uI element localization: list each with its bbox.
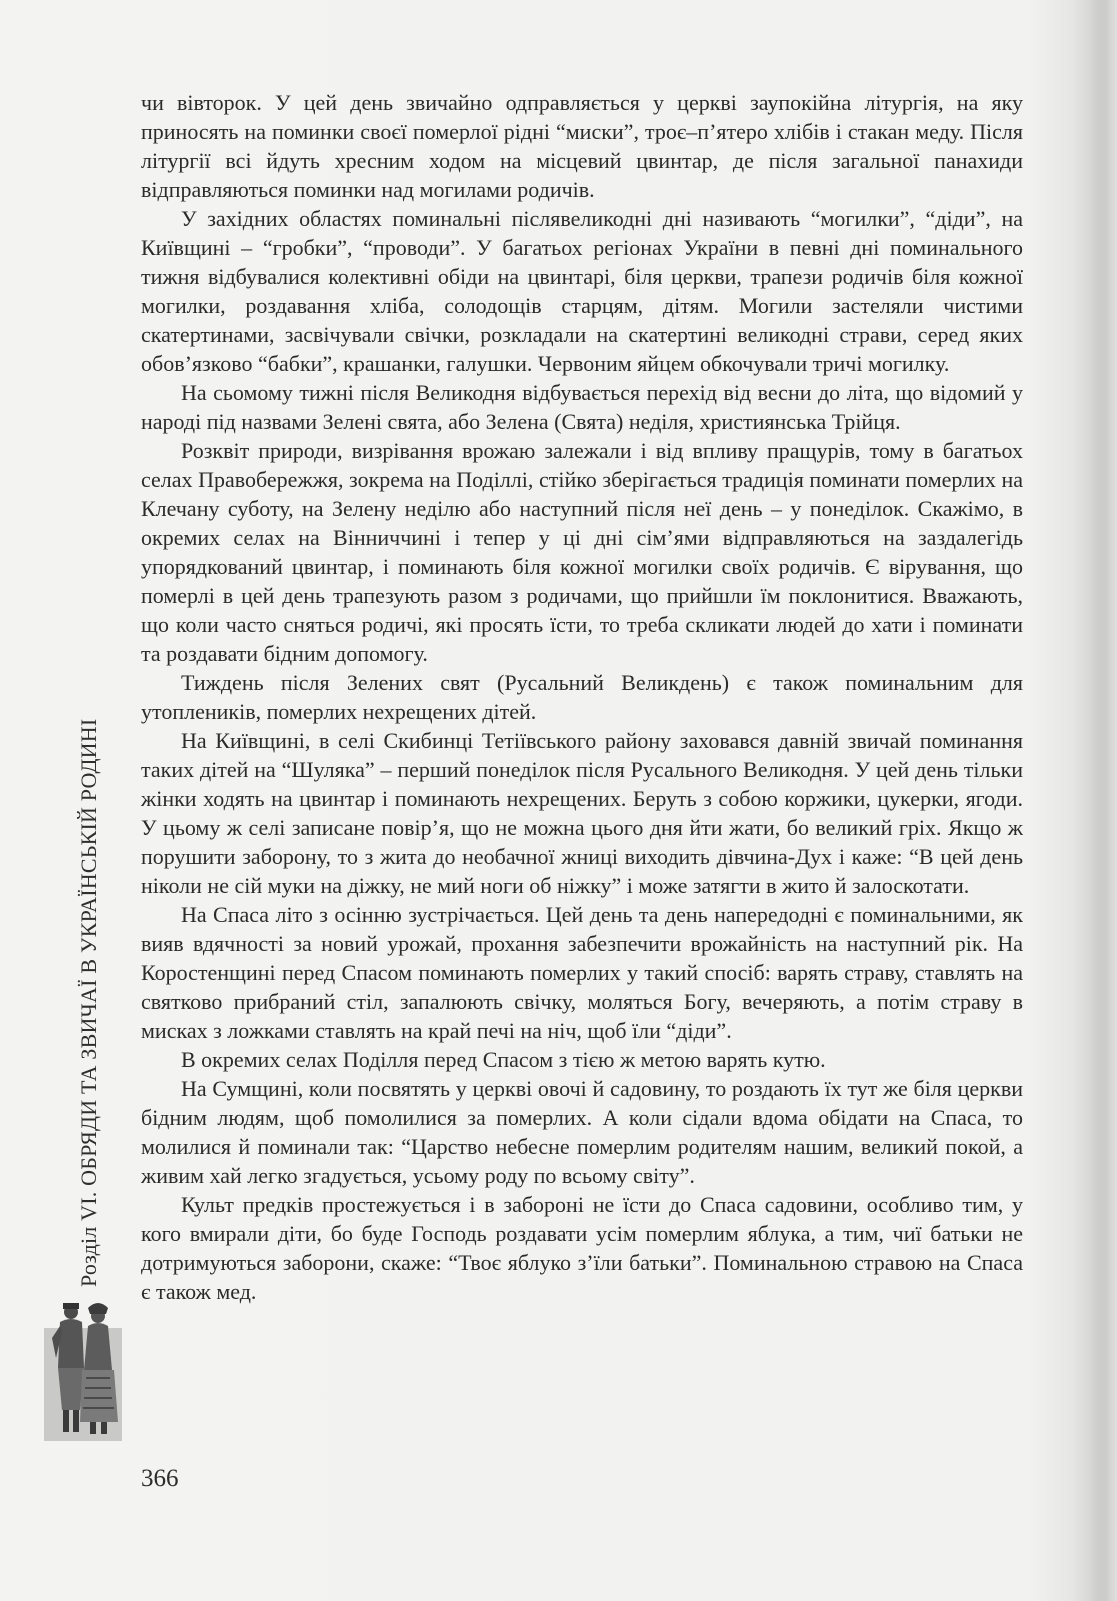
paragraph: У західних областях поминальні післявеликодні дні називають “могилки”, “діди”, на Київщині – “гробки”, “проводи”. У багатьох регіонах України в певні дні поминального тижня відбувалися колективні обіди на цвинтарі, біля церкви, трапези родичів біля кожної могилки, роздавання хліба, солодощів старцям, дітям. Могили застеляли чистими скатертинами, засвічували свічки, розкладали на скатертині великодні страви, серед яких обов’язково “бабки”, крашанки, галушки. Червоним яйцем обкочували тричі могилку. bbox=[141, 206, 1023, 376]
paragraph: На Київщині, в селі Скибинці Тетіївського району заховався давній звичай поминання таких дітей на “Шуляка” – перший понеділок після Русального Великодня. У цей день тільки жінки ходять на цвинтар і поминають нехрещених. Беруть з собою коржики, цукерки, ягоди. У цьому ж селі записане повір’я, що не можна цього дня йти жати, бо великий гріх. Якщо ж порушити заборону, то з жита до необачної жниці виходить дівчина-Дух і каже: “В цей день ніколи не сій муки на діжку, не мий ноги об ніжку” і може затягти в жито й залоскотати. bbox=[141, 728, 1023, 898]
folk-couple-emblem-icon bbox=[44, 1298, 122, 1441]
main-text-column bbox=[141, 88, 1023, 1306]
paragraph: Культ предків простежується і в забороні не їсти до Спаса садовини, особливо тим, у кого вмирали діти, бо буде Господь роздавати усім померлим яблука, а тим, чиї батьки не дотримуються заборони, скаже: “Твоє яблуко з’їли батьки”. Поминальною стравою на Спаса є також мед. bbox=[141, 1192, 1023, 1304]
page-number: 366 bbox=[141, 1465, 179, 1492]
paragraph: На Сумщині, коли посвятять у церкві овочі й садовину, то роздають їх тут же біля церкви бідним людям, щоб помолилися за померлих. А коли сідали вдома обідати на Спаса, то молилися й поминали так: “Царство небесне померлим родителям нашим, великий покой, а живим хай легко згадується, усьому роду по всьому світу”. bbox=[141, 1076, 1023, 1188]
paragraph: чи вівторок. У цей день звичайно одправляється у церкві заупокійна літургія, на яку приносять на поминки своєї померлої рідні “миски”, троє–п’ятеро хлібів і стакан меду. Після літургії всі йдуть хресним ходом на місцевий цвинтар, де після загальної панахиди відправляються поминки над могилами родичів. bbox=[141, 90, 1023, 202]
spine-shadow bbox=[1089, 0, 1117, 1601]
paragraph: На сьомому тижні після Великодня відбувається перехід від весни до літа, що відомий у народі під назвами Зелені свята, або Зелена (Свята) неділя, християнська Трійця. bbox=[141, 380, 1023, 434]
paragraph: На Спаса літо з осінню зустрічається. Цей день та день напередодні є поминальними, як вияв вдячності за новий урожай, прохання забезпечити врожайність на наступний рік. На Коростенщині перед Спасом поминають померлих у такий спосіб: варять страву, ставлять на святково прибраний стіл, запалюють свічку, моляться Богу, вечеряють, а потім страву в мисках з ложками ставлять на край печі на ніч, щоб їли “діди”. bbox=[141, 902, 1023, 1043]
paragraph: Тиждень після Зелених свят (Русальний Великдень) є також поминальним для утоплеників, померлих нехрещених дітей. bbox=[141, 670, 1023, 724]
paragraph: Розквіт природи, визрівання врожаю залежали і від впливу пращурів, тому в багатьох селах Правобережжя, зокрема на Поділлі, стійко зберігається традиція поминати померлих на Клечану суботу, на Зелену неділю або наступний після неї день – у понеділок. Скажімо, в окремих селах на Вінниччині і тепер у ці дні сім’ями відправляються на заздалегідь упорядкований цвинтар, і поминають біля кожної могилки своїх родичів. Є вірування, що померлі в цей день трапезують разом з родичами, що прийшли їм поклонитися. Вважають, що коли часто сняться родичі, які просять їсти, то треба скликати людей до хати і поминати та роздавати бідним допомогу. bbox=[141, 438, 1023, 666]
paragraph: В окремих селах Поділля перед Спасом з тією ж метою варять кутю. bbox=[181, 1047, 826, 1072]
section-running-title: Розділ VI. ОБРЯДИ ТА ЗВИЧАЇ В УКРАЇНСЬКІЙ РОДИНІ bbox=[76, 718, 101, 1287]
